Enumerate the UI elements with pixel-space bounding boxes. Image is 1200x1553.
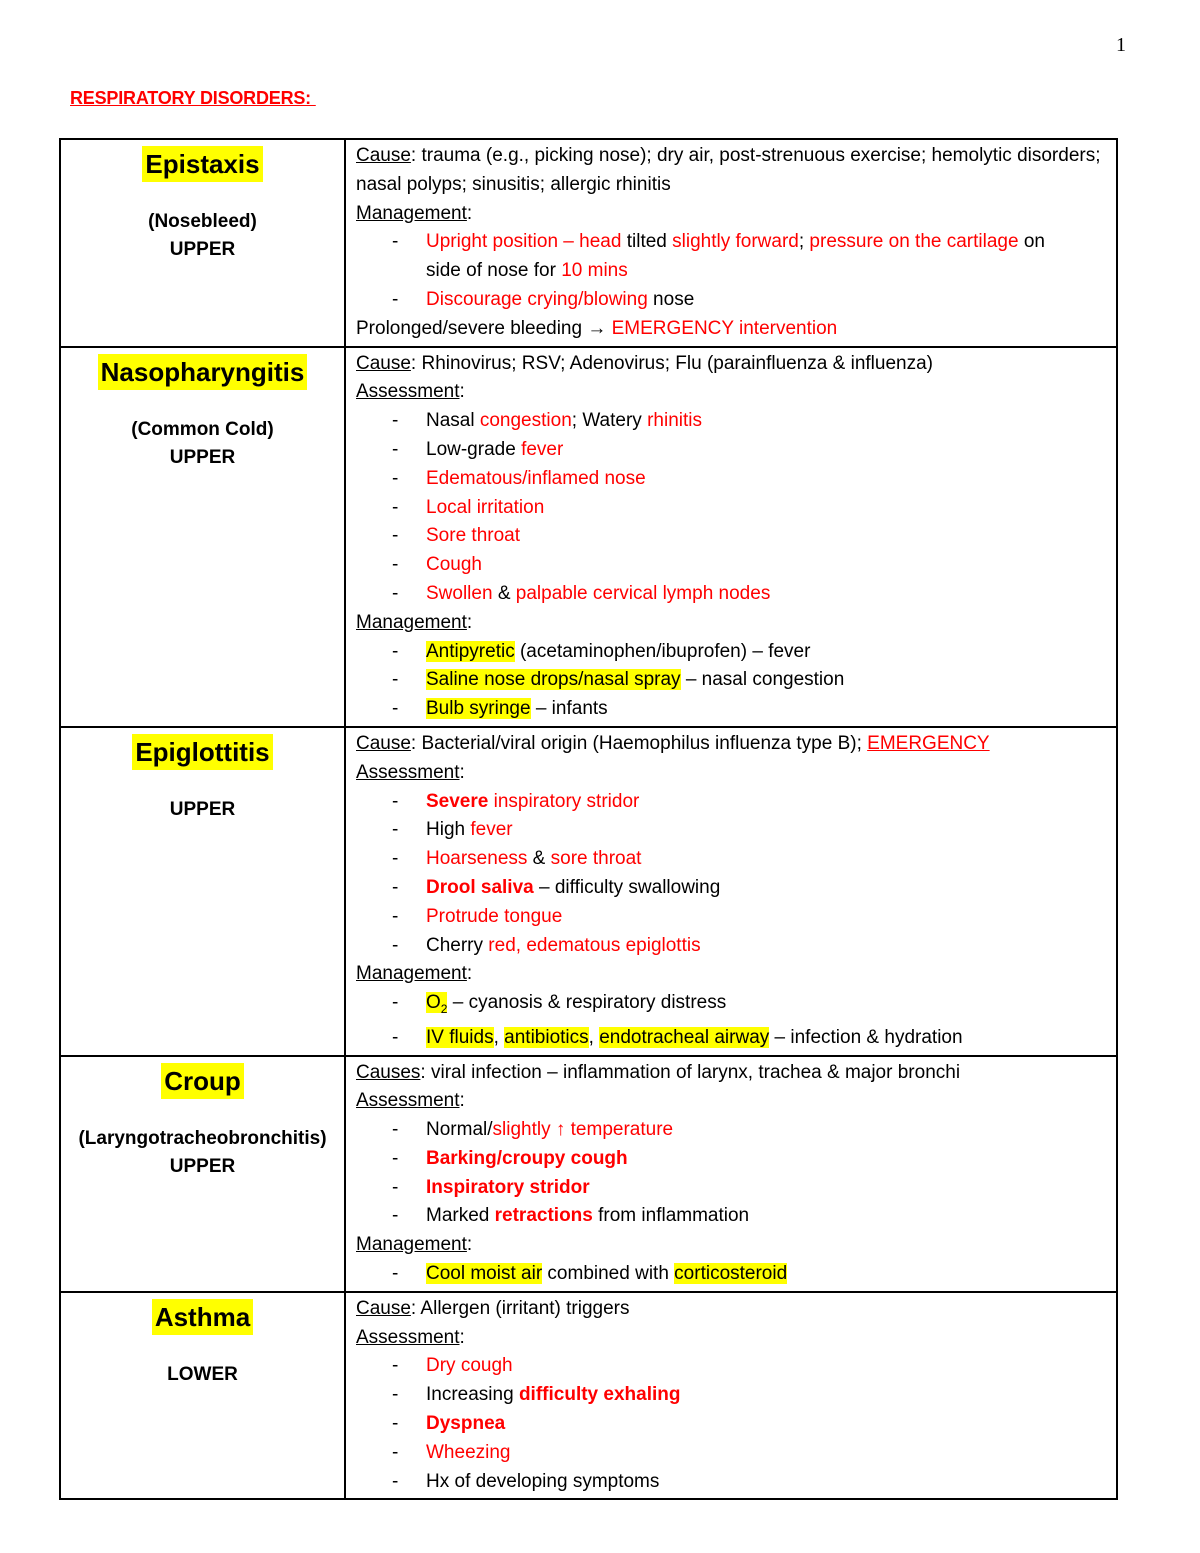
disorder-details-cell (345, 347, 1117, 727)
list-item: - High fever (392, 819, 513, 841)
disorders-table (59, 138, 1118, 1500)
disorder-name-cell (60, 139, 345, 347)
disorder-region: UPPER (169, 446, 236, 468)
list-item: - Upright position – head tilted slightly forward; pressure on the cartilage on side of nose for 10 mins (392, 231, 1045, 282)
disorder-region: UPPER (169, 239, 236, 260)
management-heading: Management: (356, 611, 473, 633)
list-item: - Low-grade fever (392, 438, 564, 460)
table-row-epiglottitis (60, 727, 1117, 1056)
list-item: - Cool moist air combined with corticosteroid (392, 1263, 788, 1285)
list-item: - Inspiratory stridor (392, 1176, 590, 1198)
disorder-name: Epiglottitis (132, 734, 272, 770)
prolonged-bleeding-line: Prolonged/severe bleeding → EMERGENCY intervention (356, 317, 838, 339)
disorder-details-cell (345, 1056, 1117, 1292)
list-item: - Dyspnea (392, 1413, 506, 1435)
disorder-alias: (Laryngotracheobronchitis) (78, 1127, 327, 1149)
list-item: - Marked retractions from inflammation (392, 1205, 750, 1227)
disorder-alias: (Common Cold) (131, 418, 274, 440)
disorder-name: Epistaxis (142, 146, 262, 182)
cause-line: Cause: trauma (e.g., picking nose); dry air, post-strenuous exercise; hemolytic disorders; nasal polyps; sinusitis; allergic rhinitis (356, 145, 1101, 195)
list-item: - Nasal congestion; Watery rhinitis (392, 410, 702, 432)
list-item: - Hoarseness & sore throat (392, 848, 642, 870)
list-item: - Discourage crying/blowing nose (392, 288, 695, 310)
list-item: - Severe inspiratory stridor (392, 790, 640, 812)
table-row-epistaxis (60, 139, 1117, 347)
disorder-region: UPPER (169, 1155, 236, 1177)
emergency-label: EMERGENCY (867, 732, 990, 754)
table-row-nasopharyngitis (60, 347, 1117, 727)
management-heading: Management: (356, 963, 473, 985)
page-number: 1 (1116, 34, 1126, 56)
management-heading: Management: (356, 1234, 473, 1256)
list-item: - Protrude tongue (392, 905, 563, 927)
list-item: - Increasing difficulty exhaling (392, 1384, 681, 1406)
cause-line: Cause: Rhinovirus; RSV; Adenovirus; Flu (parainfluenza & influenza) (356, 352, 933, 374)
disorder-details-cell (345, 1292, 1117, 1500)
list-item: - Edematous/inflamed nose (392, 467, 646, 489)
list-item: - Sore throat (392, 525, 520, 547)
cause-line: Cause: Allergen (irritant) triggers (356, 1297, 630, 1319)
disorder-name-cell (60, 727, 345, 1056)
list-item: - Antipyretic (acetaminophen/ibuprofen) – fever (392, 640, 811, 662)
list-item: - Wheezing (392, 1441, 511, 1463)
list-item: - IV fluids, antibiotics, endotracheal airway – infection & hydration (392, 1026, 963, 1048)
disorder-name-cell (60, 1056, 345, 1292)
list-item: - Drool saliva – difficulty swallowing (392, 876, 721, 898)
assessment-heading: Assessment: (356, 1326, 465, 1348)
disorder-name: Croup (161, 1063, 244, 1099)
disorder-region: LOWER (167, 1363, 238, 1385)
list-item: - Dry cough (392, 1355, 513, 1377)
list-item: - Bulb syringe – infants (392, 698, 608, 720)
table-row-croup (60, 1056, 1117, 1292)
management-heading: Management: (356, 202, 473, 224)
list-item: - Cherry red, edematous epiglottis (392, 934, 701, 956)
list-item: - Barking/croupy cough (392, 1147, 628, 1169)
document-title: RESPIRATORY DISORDERS: (70, 88, 316, 108)
cause-line: Causes: viral infection – inflammation of larynx, trachea & major bronchi (356, 1061, 961, 1083)
cause-line: Cause: Bacterial/viral origin (Haemophilus influenza type B); EMERGENCY (356, 732, 990, 754)
assessment-heading: Assessment: (356, 1090, 465, 1112)
list-item: - Saline nose drops/nasal spray – nasal congestion (392, 669, 845, 691)
disorder-name: Asthma (152, 1299, 253, 1335)
assessment-heading: Assessment: (356, 381, 465, 403)
disorder-alias: (Nosebleed) (148, 211, 257, 232)
disorder-details-cell (345, 727, 1117, 1056)
list-item: - Local irritation (392, 496, 545, 518)
assessment-heading: Assessment: (356, 761, 465, 783)
disorder-name-cell (60, 1292, 345, 1500)
list-item: - Hx of developing symptoms (392, 1470, 660, 1492)
list-item: - Normal/slightly ↑ temperature (392, 1119, 674, 1141)
table-row-asthma (60, 1292, 1117, 1500)
disorder-details-cell (345, 139, 1117, 347)
list-item: - Swollen & palpable cervical lymph nodes (392, 582, 771, 604)
disorder-name-cell (60, 347, 345, 727)
disorder-region: UPPER (169, 798, 236, 820)
list-item: - Cough (392, 554, 482, 576)
list-item: - $O_2$ – cyanosis & respiratory distress (392, 992, 727, 1016)
disorder-name: Nasopharyngitis (98, 354, 308, 390)
